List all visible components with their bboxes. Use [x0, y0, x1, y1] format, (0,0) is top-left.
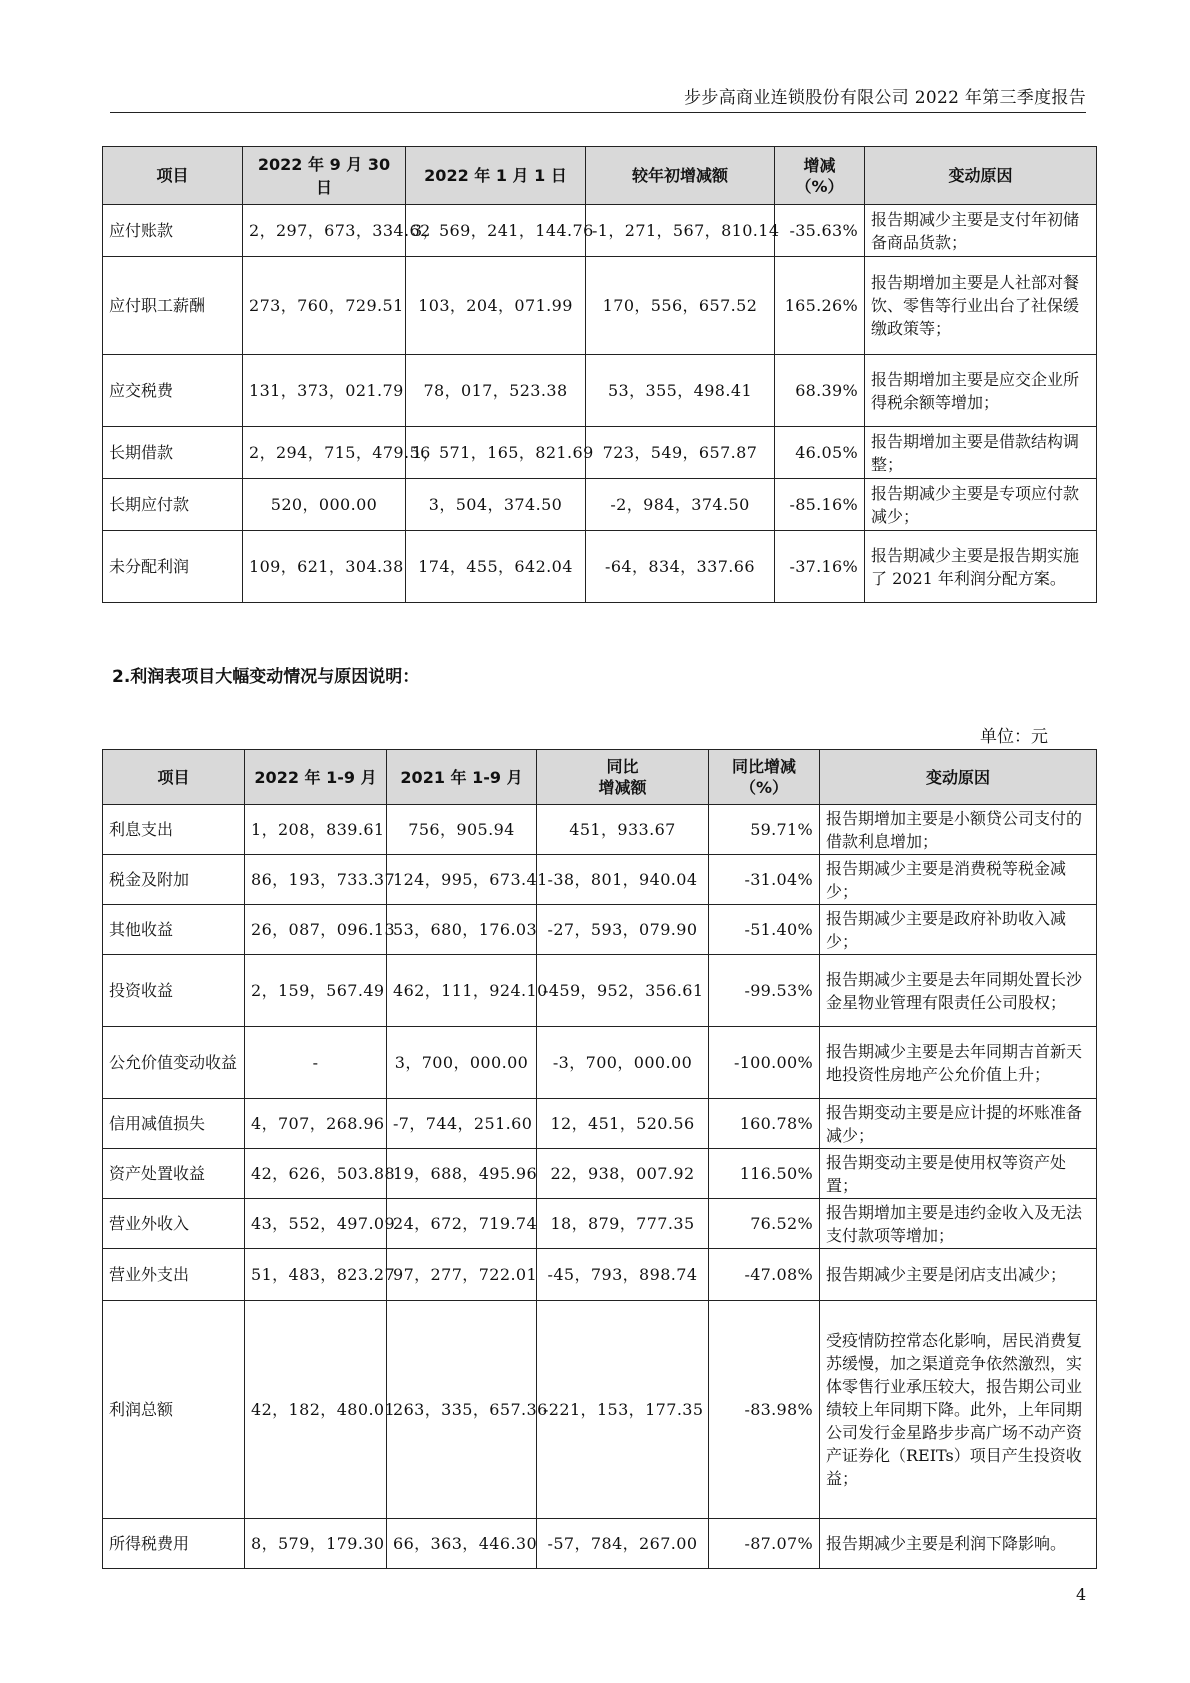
- row-reason: 报告期减少主要是去年同期处置长沙金星物业管理有限责任公司股权；: [820, 955, 1097, 1027]
- row-item-name: 长期应付款: [103, 479, 243, 531]
- row-value-previous: 124，995，673.41: [387, 855, 537, 905]
- row-value-current: 26，087，096.13: [245, 905, 387, 955]
- row-item-name: 营业外收入: [103, 1199, 245, 1249]
- row-value-previous: 24，672，719.74: [387, 1199, 537, 1249]
- col-header-pct: 增减 （%）: [775, 147, 865, 205]
- row-value-diff: -64，834，337.66: [586, 531, 775, 603]
- row-value-pct: -31.04%: [709, 855, 820, 905]
- row-reason: 报告期减少主要是报告期实施了 2021 年利润分配方案。: [865, 531, 1097, 603]
- row-value-current: 8，579，179.30: [245, 1519, 387, 1569]
- row-reason: 报告期增加主要是违约金收入及无法支付款项等增加；: [820, 1199, 1097, 1249]
- table-row: [103, 805, 1097, 855]
- page-header: [110, 80, 1086, 113]
- row-value-pct: 46.05%: [775, 427, 865, 479]
- row-value-previous: 97，277，722.01: [387, 1249, 537, 1301]
- row-value-current: 2，159，567.49: [245, 955, 387, 1027]
- row-value-current: 1，208，839.61: [245, 805, 387, 855]
- row-value-pct: 116.50%: [709, 1149, 820, 1199]
- row-reason: 报告期减少主要是支付年初储备商品货款；: [865, 205, 1097, 257]
- row-value-pct: -83.98%: [709, 1301, 820, 1519]
- income-statement-changes-table: [102, 749, 1097, 1569]
- table-row: [103, 427, 1097, 479]
- col-header-yoy-diff: 同比 增减额: [537, 750, 709, 805]
- row-value-current: 42，182，480.01: [245, 1301, 387, 1519]
- row-value-current: 109，621，304.38: [243, 531, 406, 603]
- row-reason: 报告期变动主要是使用权等资产处置；: [820, 1149, 1097, 1199]
- row-value-diff: -2，984，374.50: [586, 479, 775, 531]
- row-value-pct: -99.53%: [709, 955, 820, 1027]
- row-value-diff: -57，784，267.00: [537, 1519, 709, 1569]
- row-value-current: 2，294，715，479.56: [243, 427, 406, 479]
- row-value-diff: 12，451，520.56: [537, 1099, 709, 1149]
- row-value-pct: -85.16%: [775, 479, 865, 531]
- row-item-name: 所得税费用: [103, 1519, 245, 1569]
- row-reason: 报告期减少主要是专项应付款减少；: [865, 479, 1097, 531]
- col-header-diff: 较年初增减额: [586, 147, 775, 205]
- row-reason: 报告期减少主要是去年同期吉首新天地投资性房地产公允价值上升；: [820, 1027, 1097, 1099]
- table-row: [103, 257, 1097, 355]
- row-value-current: 4，707，268.96: [245, 1099, 387, 1149]
- row-value-pct: -37.16%: [775, 531, 865, 603]
- row-value-diff: 170，556，657.52: [586, 257, 775, 355]
- row-value-previous: 66，363，446.30: [387, 1519, 537, 1569]
- row-item-name: 营业外支出: [103, 1249, 245, 1301]
- row-value-diff: -459，952，356.61: [537, 955, 709, 1027]
- col-header-item: 项目: [103, 750, 245, 805]
- row-value-pct: -100.00%: [709, 1027, 820, 1099]
- row-item-name: 应付账款: [103, 205, 243, 257]
- row-value-previous: 19，688，495.96: [387, 1149, 537, 1199]
- row-value-previous: 3，504，374.50: [406, 479, 586, 531]
- table-row: [103, 1199, 1097, 1249]
- row-value-previous: 263，335，657.36: [387, 1301, 537, 1519]
- row-reason: 报告期减少主要是消费税等税金减少；: [820, 855, 1097, 905]
- row-item-name: 公允价值变动收益: [103, 1027, 245, 1099]
- table-row: [103, 479, 1097, 531]
- row-item-name: 应交税费: [103, 355, 243, 427]
- col-header-reason: 变动原因: [820, 750, 1097, 805]
- table2-header-row: [103, 750, 1097, 805]
- row-value-current: -: [245, 1027, 387, 1099]
- page-number: 4: [1076, 1585, 1087, 1604]
- row-value-diff: -38，801，940.04: [537, 855, 709, 905]
- row-value-pct: -47.08%: [709, 1249, 820, 1301]
- row-value-current: 51，483，823.27: [245, 1249, 387, 1301]
- row-value-pct: 68.39%: [775, 355, 865, 427]
- row-value-diff: -1，271，567，810.14: [586, 205, 775, 257]
- row-value-previous: 78，017，523.38: [406, 355, 586, 427]
- table-row: [103, 1149, 1097, 1199]
- row-value-pct: 160.78%: [709, 1099, 820, 1149]
- col-header-2022-jan1: 2022 年 1 月 1 日: [406, 147, 586, 205]
- row-item-name: 利润总额: [103, 1301, 245, 1519]
- row-value-previous: 756，905.94: [387, 805, 537, 855]
- row-value-previous: -7，744，251.60: [387, 1099, 537, 1149]
- row-value-diff: 22，938，007.92: [537, 1149, 709, 1199]
- row-value-current: 520，000.00: [243, 479, 406, 531]
- table-row: [103, 1099, 1097, 1149]
- table1-header-row: [103, 147, 1097, 205]
- row-value-previous: 174，455，642.04: [406, 531, 586, 603]
- table-row: [103, 531, 1097, 603]
- row-item-name: 长期借款: [103, 427, 243, 479]
- row-reason: 受疫情防控常态化影响，居民消费复苏缓慢，加之渠道竞争依然激烈，实体零售行业承压较大，报告期公司业绩较上年同期下降。此外，上年同期公司发行金星路步步高广场不动产资产证券化（REITs）项目产生投资收益；: [820, 1301, 1097, 1519]
- table-row: [103, 1027, 1097, 1099]
- row-reason: 报告期减少主要是利润下降影响。: [820, 1519, 1097, 1569]
- table-row: [103, 855, 1097, 905]
- row-item-name: 投资收益: [103, 955, 245, 1027]
- row-reason: 报告期增加主要是借款结构调整；: [865, 427, 1097, 479]
- row-item-name: 未分配利润: [103, 531, 243, 603]
- table-row: [103, 1301, 1097, 1519]
- row-value-pct: 76.52%: [709, 1199, 820, 1249]
- row-value-pct: -87.07%: [709, 1519, 820, 1569]
- row-value-diff: -27，593，079.90: [537, 905, 709, 955]
- row-item-name: 信用减值损失: [103, 1099, 245, 1149]
- table-row: [103, 1249, 1097, 1301]
- unit-label: 单位：元: [980, 727, 1048, 747]
- row-value-previous: 53，680，176.03: [387, 905, 537, 955]
- table-row: [103, 905, 1097, 955]
- header-title: 步步高商业连锁股份有限公司 2022 年第三季度报告: [684, 88, 1086, 108]
- col-header-item: 项目: [103, 147, 243, 205]
- col-header-2022-ytd: 2022 年 1-9 月: [245, 750, 387, 805]
- row-value-current: 131，373，021.79: [243, 355, 406, 427]
- row-value-current: 273，760，729.51: [243, 257, 406, 355]
- table-row: [103, 205, 1097, 257]
- row-reason: 报告期增加主要是人社部对餐饮、零售等行业出台了社保缓缴政策等；: [865, 257, 1097, 355]
- row-value-pct: -35.63%: [775, 205, 865, 257]
- row-value-previous: 3，700，000.00: [387, 1027, 537, 1099]
- row-value-previous: 1，571，165，821.69: [406, 427, 586, 479]
- table-row: [103, 1519, 1097, 1569]
- row-value-diff: -3，700，000.00: [537, 1027, 709, 1099]
- table-row: [103, 355, 1097, 427]
- row-reason: 报告期减少主要是闭店支出减少；: [820, 1249, 1097, 1301]
- row-value-previous: 462，111，924.10: [387, 955, 537, 1027]
- table-row: [103, 955, 1097, 1027]
- row-value-current: 2，297，673，334.62: [243, 205, 406, 257]
- col-header-reason: 变动原因: [865, 147, 1097, 205]
- col-header-2021-ytd: 2021 年 1-9 月: [387, 750, 537, 805]
- row-reason: 报告期增加主要是应交企业所得税余额等增加；: [865, 355, 1097, 427]
- row-item-name: 资产处置收益: [103, 1149, 245, 1199]
- row-reason: 报告期增加主要是小额贷公司支付的借款利息增加；: [820, 805, 1097, 855]
- row-value-diff: 723，549，657.87: [586, 427, 775, 479]
- row-value-pct: 165.26%: [775, 257, 865, 355]
- row-item-name: 应付职工薪酬: [103, 257, 243, 355]
- row-value-pct: 59.71%: [709, 805, 820, 855]
- col-header-yoy-pct: 同比增减 （%）: [709, 750, 820, 805]
- row-reason: 报告期变动主要是应计提的坏账准备减少；: [820, 1099, 1097, 1149]
- col-header-2022-sep30: 2022 年 9 月 30 日: [243, 147, 406, 205]
- row-value-previous: 3，569，241，144.76: [406, 205, 586, 257]
- section-title: 2.利润表项目大幅变动情况与原因说明：: [112, 667, 420, 687]
- row-value-diff: 53，355，498.41: [586, 355, 775, 427]
- row-item-name: 税金及附加: [103, 855, 245, 905]
- row-value-diff: 18，879，777.35: [537, 1199, 709, 1249]
- row-value-previous: 103，204，071.99: [406, 257, 586, 355]
- row-value-diff: 451，933.67: [537, 805, 709, 855]
- row-value-current: 42，626，503.88: [245, 1149, 387, 1199]
- row-item-name: 其他收益: [103, 905, 245, 955]
- balance-sheet-changes-table: [102, 146, 1097, 603]
- row-value-diff: -221，153，177.35: [537, 1301, 709, 1519]
- row-value-diff: -45，793，898.74: [537, 1249, 709, 1301]
- row-value-current: 43，552，497.09: [245, 1199, 387, 1249]
- row-reason: 报告期减少主要是政府补助收入减少；: [820, 905, 1097, 955]
- row-item-name: 利息支出: [103, 805, 245, 855]
- row-value-pct: -51.40%: [709, 905, 820, 955]
- row-value-current: 86，193，733.37: [245, 855, 387, 905]
